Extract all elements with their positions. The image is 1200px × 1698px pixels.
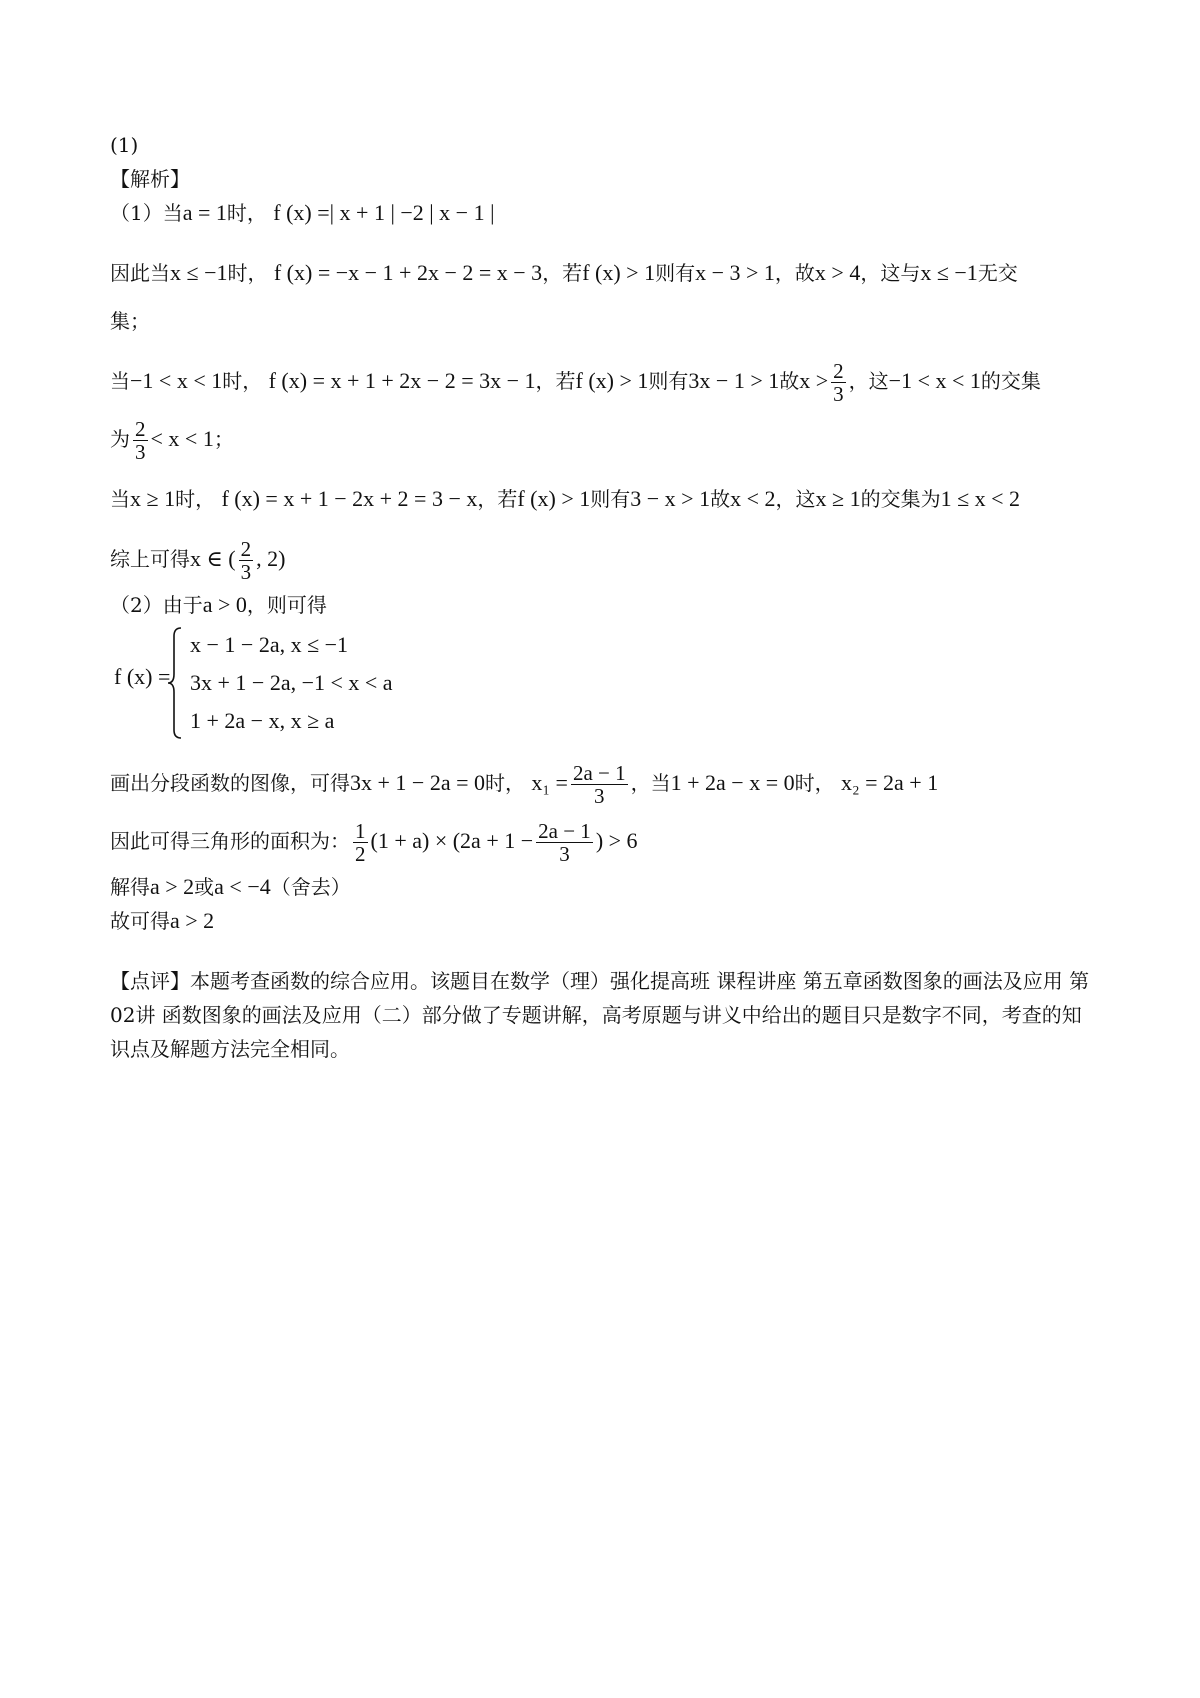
math: x₂ = 2a + 1: [840, 770, 939, 795]
math: (1 + a) × (2a + 1 −: [370, 828, 534, 853]
math: < x < 1: [150, 426, 214, 451]
math: a > 2: [170, 908, 215, 933]
text: 因此可得三角形的面积为：: [110, 829, 350, 853]
text: ；: [213, 427, 234, 451]
math: x >: [799, 368, 829, 393]
math: f (x) = x + 1 − 2x + 2 = 3 − x: [221, 486, 478, 511]
math: −1 < x < 1: [888, 368, 981, 393]
text: 时，: [222, 369, 263, 393]
math: 3x + 1 − 2a = 0: [350, 770, 485, 795]
final-answer-line: [110, 904, 1100, 938]
text: 则有: [590, 487, 631, 511]
math: x > 4: [814, 260, 861, 285]
text: 时，: [227, 261, 268, 285]
math: f (x) = −x − 1 + 2x − 2 = x − 3: [273, 260, 543, 285]
text: 当: [110, 487, 130, 511]
math: x ∈ (: [190, 546, 236, 571]
text: 综上可得: [110, 547, 190, 571]
text: ，这: [848, 369, 889, 393]
text: 时，: [226, 201, 267, 225]
graph-roots-line: [110, 754, 1100, 812]
case2-continuation: [110, 410, 1100, 468]
text: ，则可得: [246, 593, 327, 617]
left-brace-icon: [166, 626, 184, 740]
piecewise-function: [110, 626, 1100, 740]
text: ，这: [775, 487, 816, 511]
text: ，若: [477, 487, 518, 511]
case1-continuation: 集；: [110, 309, 150, 333]
math: x ≤ −1: [920, 260, 978, 285]
denominator: 3: [559, 842, 570, 866]
math: f (x) > 1: [517, 486, 591, 511]
denominator: 3: [833, 382, 844, 406]
math: x < 2: [730, 486, 776, 511]
fraction: [831, 360, 846, 405]
text: 时，: [794, 771, 835, 795]
text: 为: [110, 427, 130, 451]
text: 则有: [655, 261, 696, 285]
text: 因此当: [110, 261, 170, 285]
text: ，故: [774, 261, 815, 285]
numerator: 1: [355, 818, 366, 843]
fraction: [353, 820, 368, 865]
text: 时，: [175, 487, 216, 511]
text: ，这与: [860, 261, 921, 285]
text: 故可得: [110, 909, 170, 933]
case-row: 1 + 2a − x, x ≥ a: [190, 708, 335, 733]
text: （2）由于: [110, 593, 203, 617]
math: 1 + 2a − x = 0: [670, 770, 795, 795]
numerator: 2: [833, 358, 844, 383]
case-row: 3x + 1 − 2a, −1 < x < a: [190, 670, 393, 695]
math: 1 ≤ x < 2: [940, 486, 1021, 511]
text: 当: [110, 369, 130, 393]
math: a > 0: [202, 592, 247, 617]
section-number: (1): [110, 133, 139, 157]
denominator: 3: [135, 440, 146, 464]
numerator: 2: [135, 416, 146, 441]
math: ) > 6: [595, 828, 638, 853]
fraction: [133, 418, 148, 463]
solve-line: [110, 870, 1100, 904]
text: 或: [194, 875, 215, 899]
math: x ≥ 1: [815, 486, 861, 511]
analysis-heading: 【解析】: [110, 167, 190, 191]
numerator: 2a − 1: [572, 760, 626, 785]
math: a = 1: [182, 200, 227, 225]
text: （舍去）: [270, 875, 351, 899]
text: （1）当: [110, 201, 183, 225]
review-paragraph: 【点评】本题考查函数的综合应用。该题目在数学（理）强化提高班 课程讲座 第五章函数图象的画法及应用 第02讲 函数图象的画法及应用（二）部分做了专题讲解，高考原题与讲义中给出的题目只是数字不同，考查的知识点及解题方法完全相同。: [110, 969, 1090, 1061]
fraction: [536, 820, 593, 865]
text: 时，: [485, 771, 525, 795]
fraction: [571, 762, 628, 807]
case1-line: [110, 256, 1100, 290]
case3-line: [110, 482, 1100, 516]
conclusion-part1: [110, 530, 1100, 588]
text: 则有: [648, 369, 689, 393]
text: 画出分段函数的图像，可得: [110, 771, 350, 795]
piecewise-lhs: f (x) =: [114, 664, 171, 689]
math: f (x) =| x + 1 | −2 | x − 1 |: [273, 200, 495, 225]
math: , 2): [256, 546, 286, 571]
triangle-area-line: [110, 812, 1100, 870]
piecewise-cases: [190, 626, 393, 740]
text: ，当: [630, 771, 671, 795]
math: a > 2: [150, 874, 195, 899]
math: f (x) > 1: [582, 260, 656, 285]
math: f (x) = x + 1 + 2x − 2 = 3x − 1: [268, 368, 536, 393]
text: ，若: [542, 261, 583, 285]
text: 解得: [110, 875, 150, 899]
text: 无交: [977, 261, 1018, 285]
denominator: 3: [240, 560, 252, 584]
text: ，若: [535, 369, 576, 393]
case-row: x − 1 − 2a, x ≤ −1: [190, 632, 349, 657]
part1-intro: [110, 196, 1100, 230]
math: x ≤ −1: [170, 260, 228, 285]
math: x₁ =: [531, 770, 568, 795]
case2-line: [110, 352, 1100, 410]
math: x ≥ 1: [130, 486, 176, 511]
denominator: 3: [594, 784, 605, 808]
math: 3 − x > 1: [630, 486, 711, 511]
denominator: 2: [355, 842, 366, 866]
numerator: 2a − 1: [538, 818, 591, 843]
math: −1 < x < 1: [130, 368, 223, 393]
math: f (x) > 1: [575, 368, 649, 393]
solution-content: [110, 128, 1100, 1066]
numerator: 2: [240, 536, 252, 561]
text: 故: [779, 369, 800, 393]
text: 故: [710, 487, 731, 511]
text: 的交集: [980, 369, 1041, 393]
part2-intro: [110, 588, 1100, 622]
math: x − 3 > 1: [695, 260, 775, 285]
text: 的交集为: [860, 487, 941, 511]
math: 3x − 1 > 1: [688, 368, 780, 393]
fraction: [239, 538, 254, 583]
math: a < −4: [214, 874, 271, 899]
